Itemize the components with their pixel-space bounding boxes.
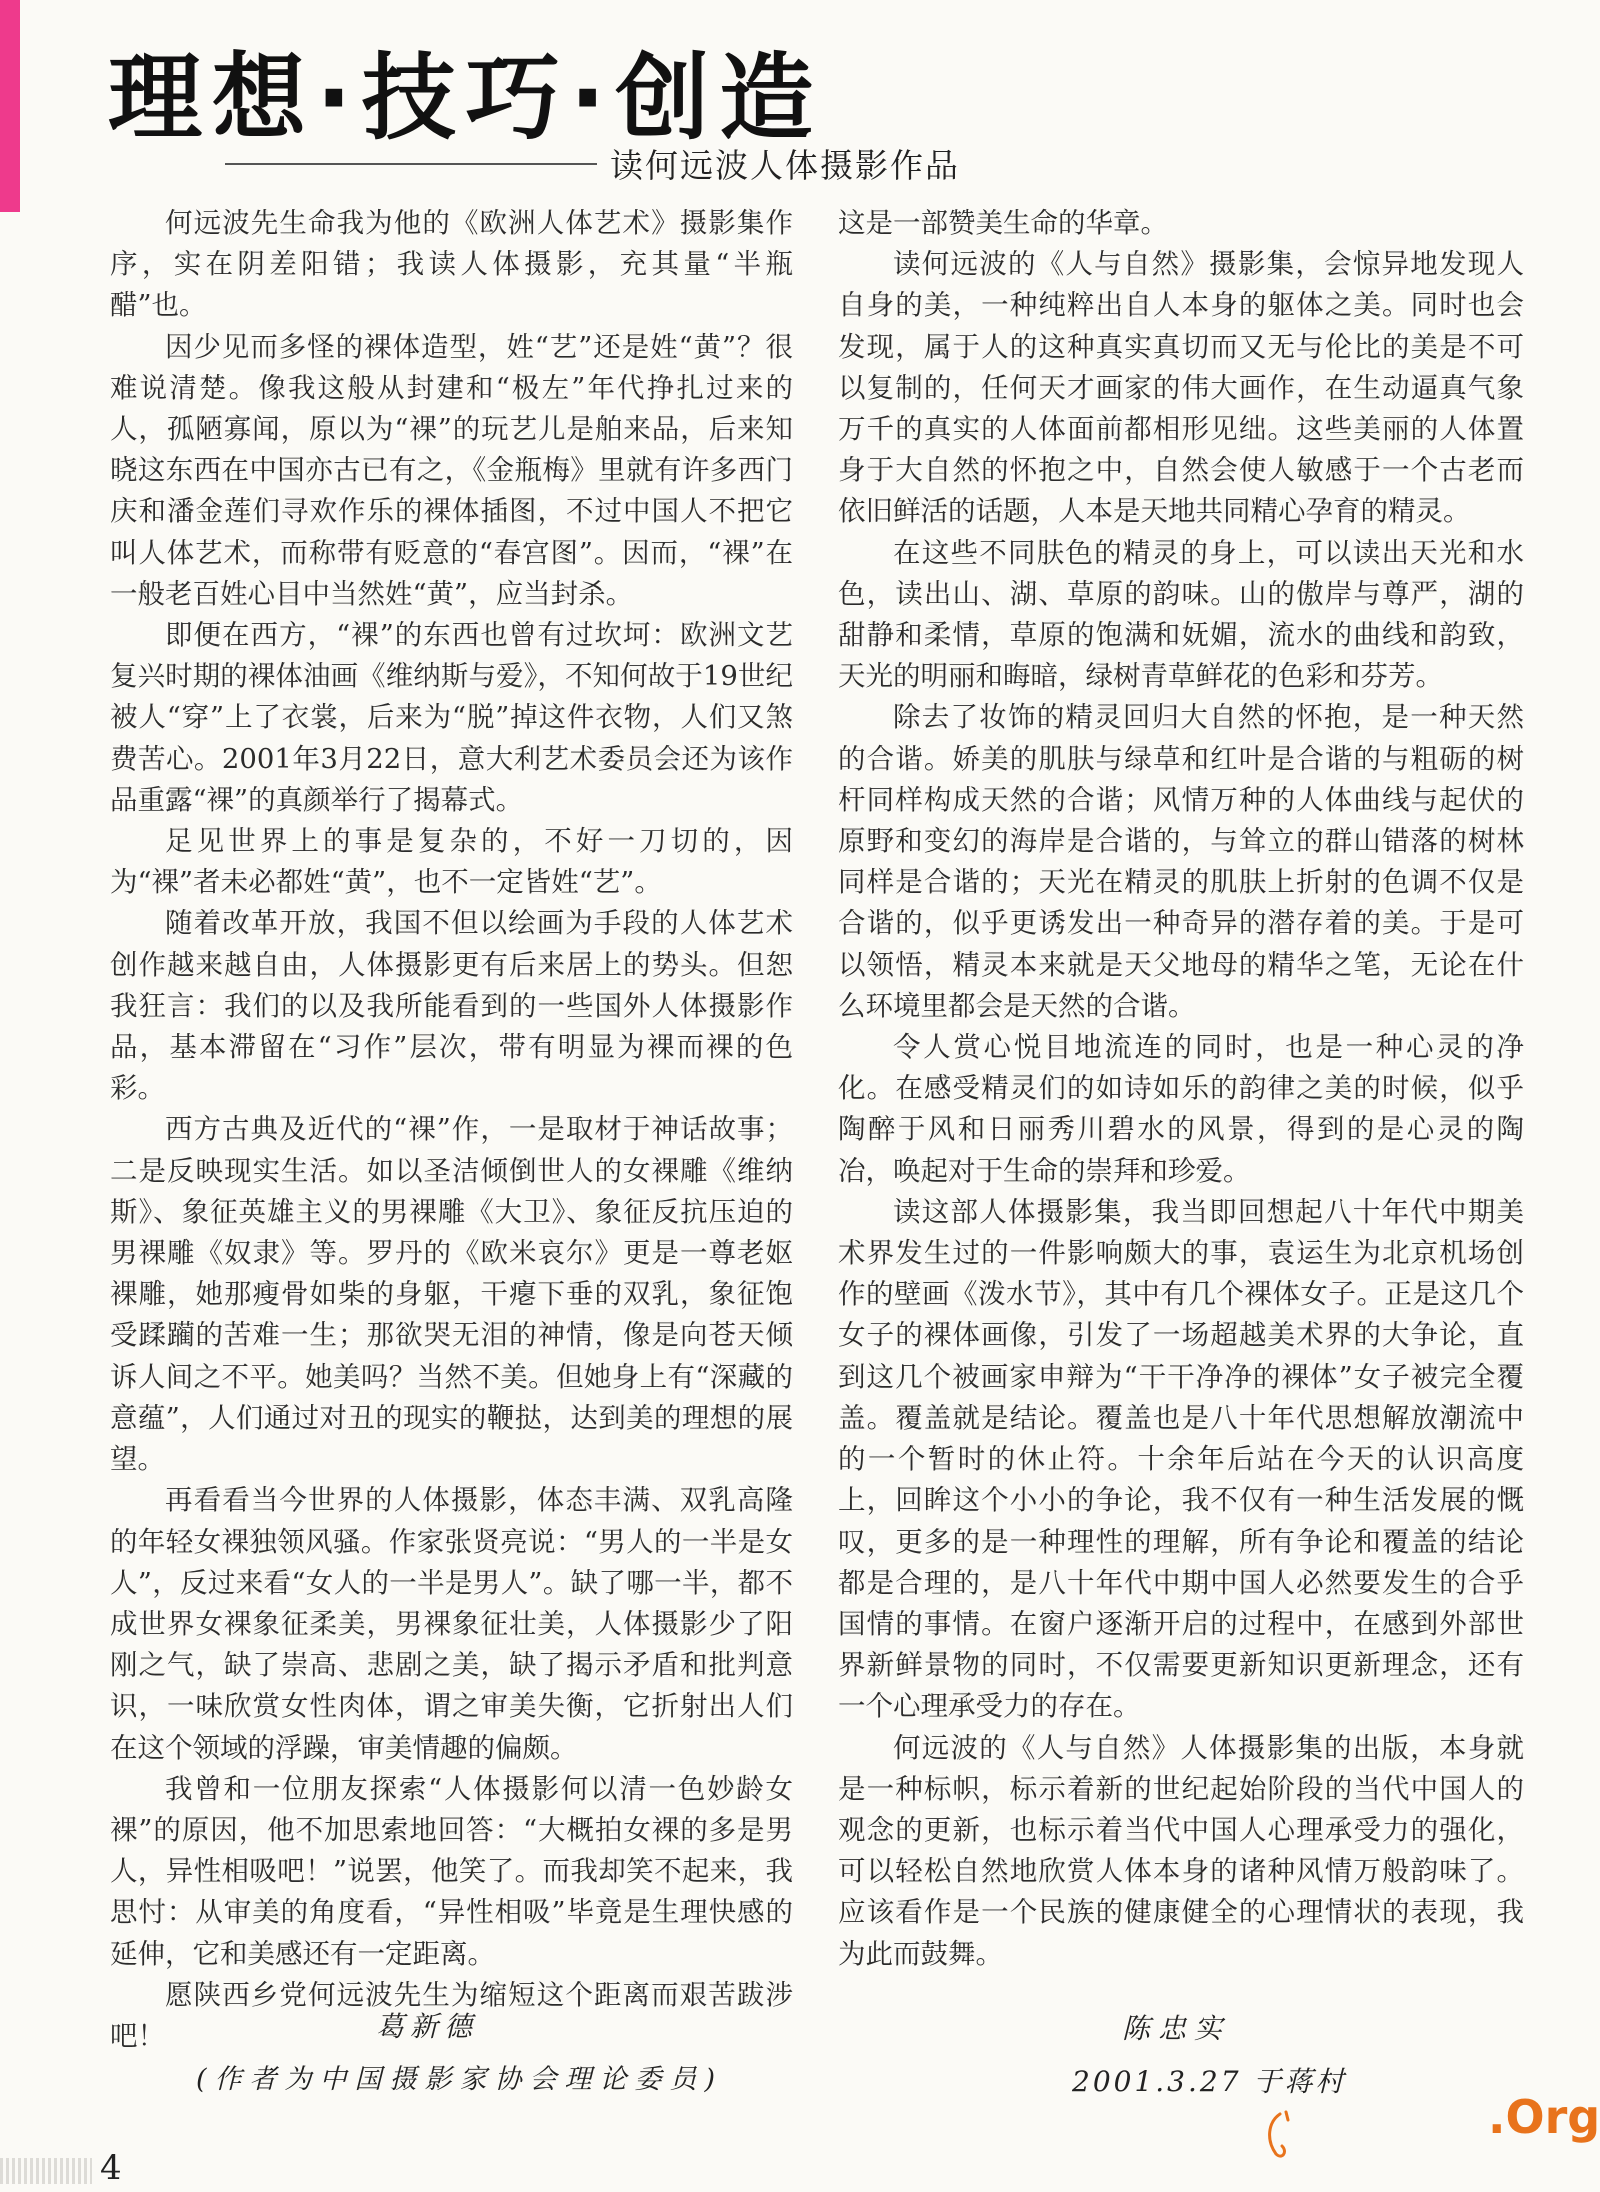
left-paragraph: 足见世界上的事是复杂的，不好一刀切的，因为“裸”者未必都姓“黄”，也不一定皆姓“艺”。 bbox=[110, 825, 793, 899]
signature-date: 2001.3.27 于蒋村 bbox=[1072, 2065, 1347, 2098]
page-number: 4 bbox=[100, 2148, 122, 2188]
left-paragraph: 何远波先生命我为他的《欧洲人体艺术》摄影集作序，实在阴差阳错；我读人体摄影，充其量“半瓶醋”也。 bbox=[110, 207, 793, 322]
left-paragraph: 随着改革开放，我国不但以绘画为手段的人体艺术创作越来越自由，人体摄影更有后来居上的势头。但恕我狂言：我们的以及我所能看到的一些国外人体摄影作品，基本滞留在“习作”层次，带有明显为裸而裸的色彩。 bbox=[110, 907, 793, 1105]
right-paragraph: 读这部人体摄影集，我当即回想起八十年代中期美术界发生过的一件影响颇大的事，袁运生为北京机场创作的壁画《泼水节》，其中有几个裸体女子。正是这几个女子的裸体画像，引发了一场超越美术界的大争论，直到这几个被画家申辩为“干干净净的裸体”女子被完全覆盖。覆盖就是结论。覆盖也是八十年代思想解放潮流中的一个暂时的休止符。十余年后站在今天的认识高度上，回眸这个小小的争论，我不仅有一种生活发展的慨叹，更多的是一种理性的理解，所有争论和覆盖的结论都是合理的，是八十年代中期中国人必然要发生的合乎国情的事情。在窗户逐渐开启的过程中，在感到外部世界新鲜景物的同时，不仅需要更新知识更新理念，还有一个心理承受力的存在。 bbox=[838, 1195, 1524, 1723]
article-subtitle: 读何远波人体摄影作品 bbox=[610, 146, 960, 185]
left-paragraph: 即便在西方，“裸”的东西也曾有过坎坷：欧洲文艺复兴时期的裸体油画《维纳斯与爱》，不知何故于19世纪被人“穿”上了衣裳，后来为“脱”掉这件衣物，人们又煞费苦心。2001年3月22日，意大利艺术委员会还为该作品重露“裸”的真颜举行了揭幕式。 bbox=[110, 619, 793, 816]
right-continuation: 这是一部赞美生命的华章。 bbox=[838, 207, 1168, 239]
right-signature: 陈忠实 bbox=[1122, 2012, 1231, 2045]
author-note: (作者为中国摄影家协会理论委员) bbox=[196, 2064, 724, 2095]
left-paragraph: 再看看当今世界的人体摄影，体态丰满、双乳高隆的年轻女裸独领风骚。作家张贤亮说：“男人的一半是女人”，反过来看“女人的一半是男人”。缺了哪一半，都不成世界女裸象征柔美，男裸象征壮美，人体摄影少了阳刚之气，缺了崇高、悲剧之美，缺了揭示矛盾和批判意识，一味欣赏女性肉体，谓之审美失衡，它折射出人们在这个领域的浮躁，审美情趣的偏颇。 bbox=[110, 1484, 793, 1764]
article-title: 理想·技巧·创造 bbox=[108, 44, 824, 153]
right-paragraph: 令人赏心悦目地流连的同时，也是一种心灵的净化。在感受精灵们的如诗如乐的韵律之美的时候，似乎陶醉于风和日丽秀川碧水的风景，得到的是心灵的陶冶，唤起对于生命的崇拜和珍爱。 bbox=[838, 1031, 1524, 1187]
watermark-swirl-icon bbox=[1262, 2110, 1292, 2160]
right-column bbox=[838, 203, 1524, 1975]
left-paragraph: 因少见而多怪的裸体造型，姓“艺”还是姓“黄”？很难说清楚。像我这般从封建和“极左”年代挣扎过来的人，孤陋寡闻，原以为“裸”的玩艺儿是舶来品，后来知晓这东西在中国亦古已有之，《金瓶梅》里就有许多西门庆和潘金莲们寻欢作乐的裸体插图，不过中国人不把它叫人体艺术，而称带有贬意的“春宫图”。因而，“裸”在一般老百姓心目中当然姓“黄”，应当封杀。 bbox=[110, 330, 793, 610]
left-paragraph: 愿陕西乡党何远波先生为缩短这个距离而艰苦跋涉吧！ bbox=[110, 1978, 793, 2052]
right-paragraph: 读何远波的《人与自然》摄影集，会惊异地发现人自身的美，一种纯粹出自人本身的躯体之美。同时也会发现，属于人的这种真实真切而又无与伦比的美是不可以复制的，任何天才画家的伟大画作，在生动逼真气象万千的真实的人体面前都相形见绌。这些美丽的人体置身于大自然的怀抱之中，自然会使人敏感于一个古老而依旧鲜活的话题，人本是天地共同精心孕育的精灵。 bbox=[838, 248, 1524, 528]
right-paragraph: 在这些不同肤色的精灵的身上，可以读出天光和水色，读出山、湖、草原的韵味。山的傲岸与尊严，湖的甜静和柔情，草原的饱满和妩媚，流水的曲线和韵致，天光的明丽和晦暗，绿树青草鲜花的色彩和芬芳。 bbox=[838, 536, 1524, 693]
subtitle-rule bbox=[225, 163, 597, 165]
pink-edge-tab bbox=[0, 0, 20, 212]
left-paragraph: 西方古典及近代的“裸”作，一是取材于神话故事；二是反映现实生活。如以圣洁倾倒世人的女裸雕《维纳斯》、象征英雄主义的男裸雕《大卫》、象征反抗压迫的男裸雕《奴隶》等。罗丹的《欧米哀尔》更是一尊老妪裸雕，她那瘦骨如柴的身躯，干瘪下垂的双乳，象征饱受蹂躏的苦难一生；那欲哭无泪的神情，像是向苍天倾诉人间之不平。她美吗？当然不美。但她身上有“深藏的意蕴”，人们通过对丑的现实的鞭挞，达到美的理想的展望。 bbox=[110, 1113, 793, 1476]
watermark-text: .Org bbox=[1488, 2090, 1600, 2144]
left-column bbox=[110, 203, 793, 2057]
right-paragraph: 除去了妆饰的精灵回归大自然的怀抱，是一种天然的合谐。娇美的肌肤与绿草和红叶是合谐的与粗砺的树杆同样构成天然的合谐；风情万种的人体曲线与起伏的原野和变幻的海岸是合谐的，与耸立的群山错落的树林同样是合谐的；天光在精灵的肌肤上折射的色调不仅是合谐的，似乎更诱发出一种奇异的潜存着的美。于是可以领悟，精灵本来就是天父地母的精华之笔，无论在什么环境里都会是天然的合谐。 bbox=[838, 701, 1524, 1022]
corner-dot-texture bbox=[0, 2158, 92, 2184]
right-paragraph: 何远波的《人与自然》人体摄影集的出版，本身就是一种标帜，标示着新的世纪起始阶段的当代中国人的观念的更新，也标示着当代中国人心理承受力的强化，可以轻松自然地欣赏人体本身的诸种风情万般韵味了。应该看作是一个民族的健康健全的心理情状的表现，我为此而鼓舞。 bbox=[838, 1731, 1524, 1970]
left-paragraph: 我曾和一位朋友探索“人体摄影何以清一色妙龄女裸”的原因，他不加思索地回答：“大概拍女裸的多是男人，异性相吸吧！”说罢，他笑了。而我却笑不起来，我思忖：从审美的角度看，“异性相吸”毕竟是生理快感的延伸，它和美感还有一定距离。 bbox=[110, 1772, 793, 1970]
left-signature: 葛新德 bbox=[376, 2010, 479, 2043]
